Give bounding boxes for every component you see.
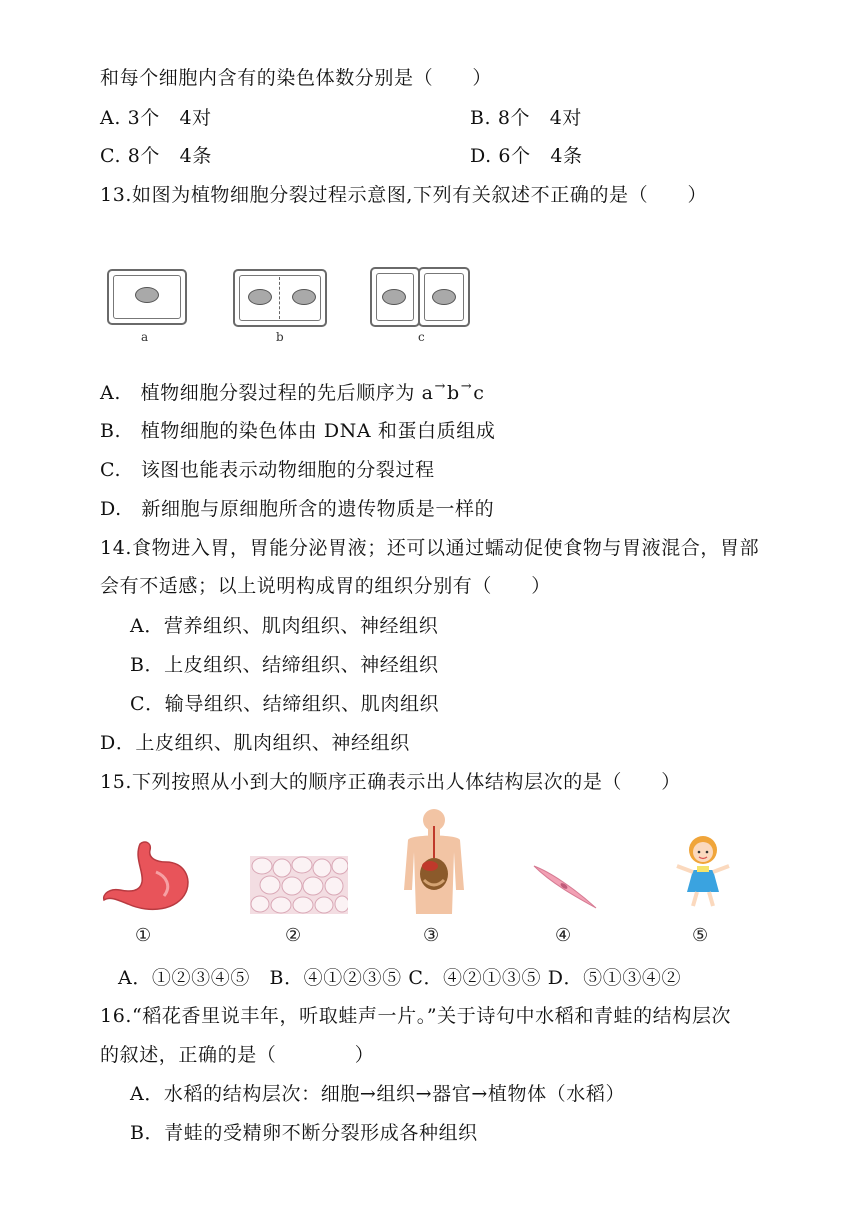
cell-c-left (370, 267, 420, 327)
q13-option-a (100, 381, 485, 408)
cell-a (107, 269, 187, 325)
human-body-image (400, 808, 468, 918)
cell-b (233, 269, 327, 327)
q13-option-a-c: c (473, 382, 485, 404)
q13-option-d: D. 新细胞与原细胞所含的遗传物质是一样的 (100, 498, 495, 520)
body-levels-figure (95, 808, 755, 948)
q14-stem-line2: 会有不适感；以上说明构成胃的组织分别有（ ） (100, 575, 551, 597)
q15-options: A．①②③④⑤ B．④①②③⑤ C．④②①③⑤ D．⑤①③④② (118, 967, 682, 989)
q12-option-a: A. 3个 4对 (100, 107, 212, 129)
q12-option-d: D. 6个 4条 (470, 145, 583, 167)
q13-option-a-b: b (447, 382, 460, 404)
muscle-cell-image (530, 860, 600, 912)
arrow-icon: → (434, 379, 447, 394)
q14-option-c: C．输导组织、结缔组织、肌肉组织 (130, 693, 440, 715)
cell-division-figure (100, 262, 500, 352)
q14-option-a: A．营养组织、肌肉组织、神经组织 (130, 615, 439, 637)
q13-option-b: B. 植物细胞的染色体由 DNA 和蛋白质组成 (100, 420, 496, 442)
arrow-icon: → (460, 379, 473, 394)
fig-label-b: b (276, 330, 284, 344)
q14-stem-line1: 14.食物进入胃，胃能分泌胃液；还可以通过蠕动促使食物与胃液混合，胃部 (100, 537, 760, 559)
nucleus (135, 287, 159, 303)
q12-option-c: C. 8个 4条 (100, 145, 212, 167)
q16-stem-line1: 16.“稻花香里说丰年，听取蛙声一片。”关于诗句中水稻和青蛙的结构层次 (100, 1005, 732, 1027)
q13-option-a-text: A. 植物细胞分裂过程的先后顺序为 a (100, 382, 434, 404)
q14-option-b: B．上皮组织、结缔组织、神经组织 (130, 654, 439, 676)
fig-label-4: ④ (555, 925, 572, 946)
q13-option-c: C. 该图也能表示动物细胞的分裂过程 (100, 459, 435, 481)
girl-image (673, 832, 733, 912)
fig-label-5: ⑤ (692, 925, 709, 946)
q12-stem: 和每个细胞内含有的染色体数分别是（ ） (100, 67, 493, 89)
stomach-image (100, 838, 195, 918)
fig-label-2: ② (285, 925, 302, 946)
q16-stem-line2: 的叙述，正确的是（ ） (100, 1044, 375, 1066)
fig-label-a: a (141, 330, 149, 344)
q12-option-b: B. 8个 4对 (470, 107, 583, 129)
q14-option-d: D．上皮组织、肌肉组织、神经组织 (100, 732, 410, 754)
q13-stem: 13.如图为植物细胞分裂过程示意图,下列有关叙述不正确的是（ ） (100, 184, 708, 206)
q16-option-b: B．青蛙的受精卵不断分裂形成各种组织 (130, 1122, 478, 1144)
q15-stem: 15.下列按照从小到大的顺序正确表示出人体结构层次的是（ ） (100, 771, 681, 793)
fig-label-c: c (418, 330, 425, 344)
fig-label-1: ① (135, 925, 152, 946)
cell-c-right (418, 267, 470, 327)
q16-option-a: A．水稻的结构层次：细胞→组织→器官→植物体（水稻） (130, 1083, 626, 1105)
fig-label-3: ③ (423, 925, 440, 946)
tissue-image (250, 856, 348, 914)
